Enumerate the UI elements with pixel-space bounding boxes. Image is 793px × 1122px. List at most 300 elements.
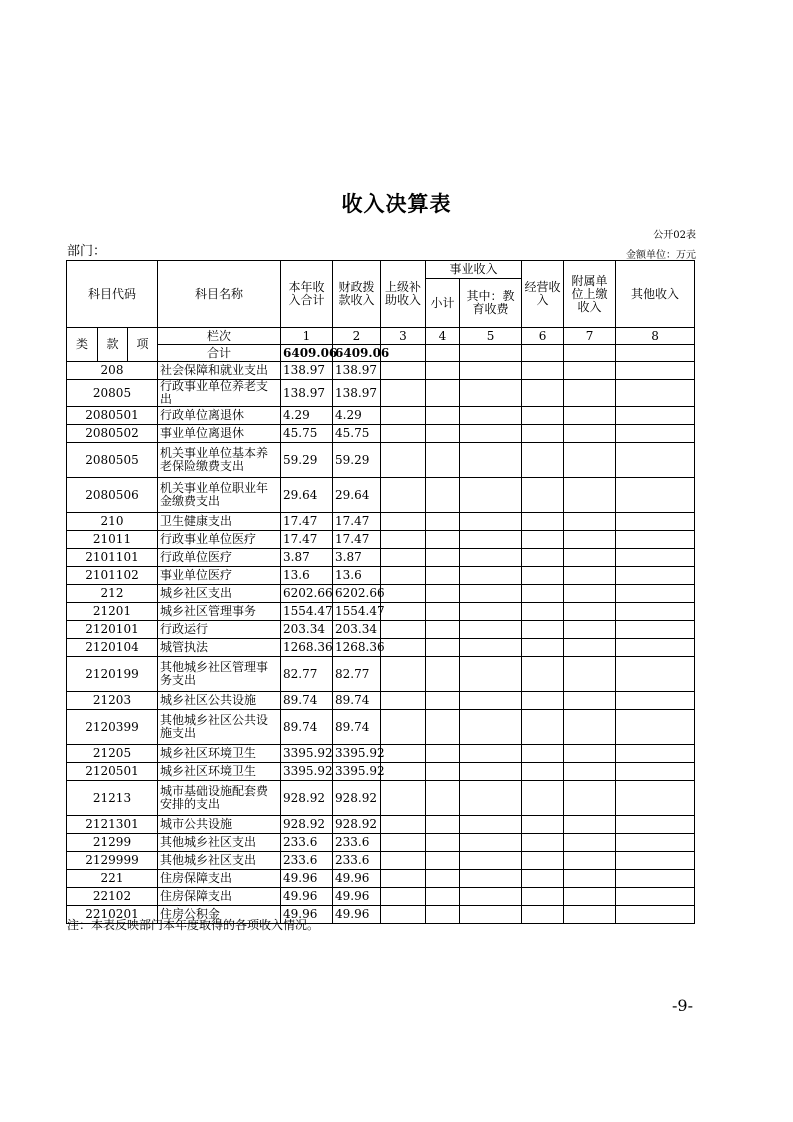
empty-cell [564, 763, 616, 781]
subject-name: 住房保障支出 [158, 888, 281, 906]
header-name: 科目名称 [158, 261, 281, 328]
subject-name: 其他城乡社区公共设施支出 [158, 710, 281, 745]
table-row [67, 621, 695, 639]
empty-cell [522, 380, 564, 407]
subject-code: 21299 [67, 834, 158, 852]
empty-cell [564, 407, 616, 425]
empty-cell [460, 585, 522, 603]
fiscal-income: 3.87 [333, 549, 381, 567]
fiscal-income: 4.29 [333, 407, 381, 425]
total-amount: 6409.06 [281, 345, 333, 362]
table-row [67, 657, 695, 692]
empty-cell [381, 763, 426, 781]
empty-cell [564, 531, 616, 549]
subject-name: 行政单位医疗 [158, 549, 281, 567]
fiscal-income: 89.74 [333, 710, 381, 745]
subject-code: 210 [67, 513, 158, 531]
empty-cell [381, 870, 426, 888]
income-total: 203.34 [281, 621, 333, 639]
empty-cell [426, 781, 460, 816]
subject-code: 2080505 [67, 443, 158, 478]
empty-cell [381, 781, 426, 816]
empty-cell [564, 380, 616, 407]
subject-code: 2129999 [67, 852, 158, 870]
income-total: 89.74 [281, 710, 333, 745]
empty-cell [564, 362, 616, 380]
fiscal-income: 89.74 [333, 692, 381, 710]
empty-cell [426, 380, 460, 407]
empty-cell [426, 763, 460, 781]
subject-code: 2080502 [67, 425, 158, 443]
empty-cell [616, 834, 695, 852]
empty-cell [564, 443, 616, 478]
empty-cell [426, 585, 460, 603]
income-total: 233.6 [281, 852, 333, 870]
table-row [67, 763, 695, 781]
subject-name: 城管执法 [158, 639, 281, 657]
empty-cell [522, 513, 564, 531]
subject-code: 2210201 [67, 906, 158, 924]
empty-cell [564, 852, 616, 870]
header-other: 其他收入 [616, 261, 695, 328]
subject-code: 2120501 [67, 763, 158, 781]
empty-cell [460, 870, 522, 888]
empty-cell [564, 621, 616, 639]
empty-cell [616, 692, 695, 710]
subject-name: 城乡社区公共设施 [158, 692, 281, 710]
header-total: 本年收入合计 [281, 261, 333, 328]
income-table [66, 260, 695, 924]
empty-cell [460, 763, 522, 781]
empty-cell [381, 852, 426, 870]
subject-name: 城市公共设施 [158, 816, 281, 834]
total-fiscal: 6409.06 [333, 345, 381, 362]
header-code: 科目代码 [67, 261, 158, 328]
empty-cell [522, 443, 564, 478]
income-total: 49.96 [281, 888, 333, 906]
subject-name: 住房保障支出 [158, 870, 281, 888]
empty-cell [460, 816, 522, 834]
fiscal-income: 17.47 [333, 513, 381, 531]
empty-cell [460, 639, 522, 657]
department-label: 部门： [67, 244, 107, 259]
empty-cell [522, 852, 564, 870]
fiscal-income: 49.96 [333, 888, 381, 906]
subject-name: 行政单位离退休 [158, 407, 281, 425]
subject-name: 城乡社区管理事务 [158, 603, 281, 621]
table-row [67, 443, 695, 478]
table-row [67, 380, 695, 407]
subject-name: 机关事业单位基本养老保险缴费支出 [158, 443, 281, 478]
table-row [67, 639, 695, 657]
amount-unit: 金额单位：万元 [626, 250, 696, 261]
income-total: 4.29 [281, 407, 333, 425]
col-number: 8 [616, 328, 695, 345]
empty-cell [564, 639, 616, 657]
empty-cell [460, 657, 522, 692]
empty-cell [460, 513, 522, 531]
income-total: 49.96 [281, 870, 333, 888]
table-row [67, 531, 695, 549]
empty-cell [564, 478, 616, 513]
empty-cell [616, 603, 695, 621]
empty-cell [564, 567, 616, 585]
empty-cell [522, 567, 564, 585]
empty-cell [522, 906, 564, 924]
income-total: 138.97 [281, 380, 333, 407]
fiscal-income: 17.47 [333, 531, 381, 549]
header-xiang: 项 [128, 328, 158, 362]
table-row [67, 710, 695, 745]
fiscal-income: 59.29 [333, 443, 381, 478]
empty-cell [564, 585, 616, 603]
empty-cell [616, 443, 695, 478]
empty-cell [426, 362, 460, 380]
empty-cell [522, 888, 564, 906]
income-total: 6202.66 [281, 585, 333, 603]
empty-cell [460, 745, 522, 763]
page-title: 收入决算表 [341, 192, 452, 216]
empty-cell [426, 852, 460, 870]
empty-cell [426, 639, 460, 657]
fiscal-income: 203.34 [333, 621, 381, 639]
empty-cell [381, 710, 426, 745]
subject-code: 20805 [67, 380, 158, 407]
income-total: 3395.92 [281, 745, 333, 763]
empty-cell [460, 692, 522, 710]
table-row [67, 362, 695, 380]
empty-cell [564, 549, 616, 567]
fiscal-income: 13.6 [333, 567, 381, 585]
subject-code: 212 [67, 585, 158, 603]
fiscal-income: 49.96 [333, 906, 381, 924]
subject-name: 其他城乡社区支出 [158, 834, 281, 852]
empty-cell [460, 710, 522, 745]
empty-cell [426, 745, 460, 763]
empty-cell [460, 567, 522, 585]
fiscal-income: 29.64 [333, 478, 381, 513]
empty-cell [564, 816, 616, 834]
table-row [67, 852, 695, 870]
empty-cell [426, 513, 460, 531]
empty-cell [522, 621, 564, 639]
subject-name: 城市基础设施配套费安排的支出 [158, 781, 281, 816]
table-row [67, 585, 695, 603]
empty-cell [564, 906, 616, 924]
empty-cell [381, 816, 426, 834]
subject-code: 221 [67, 870, 158, 888]
empty-cell [460, 852, 522, 870]
empty-cell [381, 425, 426, 443]
empty-cell [522, 816, 564, 834]
empty-cell [564, 834, 616, 852]
empty-cell [381, 585, 426, 603]
empty-cell [460, 478, 522, 513]
table-row [67, 692, 695, 710]
empty-cell [616, 621, 695, 639]
header-operating: 经营收入 [522, 261, 564, 328]
empty-cell [522, 710, 564, 745]
table-row [67, 567, 695, 585]
page-number: -9- [672, 996, 693, 1015]
empty-cell [381, 603, 426, 621]
table-row [67, 513, 695, 531]
empty-cell [522, 425, 564, 443]
header-lanci: 栏次 [158, 328, 281, 345]
fiscal-income: 82.77 [333, 657, 381, 692]
fiscal-income: 6202.66 [333, 585, 381, 603]
subject-code: 2120399 [67, 710, 158, 745]
fiscal-income: 1554.47 [333, 603, 381, 621]
empty-cell [616, 906, 695, 924]
empty-cell [426, 549, 460, 567]
empty-cell [564, 692, 616, 710]
empty-cell [616, 380, 695, 407]
empty-cell [381, 380, 426, 407]
table-row [67, 834, 695, 852]
empty-cell [426, 603, 460, 621]
empty-cell [564, 513, 616, 531]
empty-cell [381, 407, 426, 425]
empty-cell [460, 888, 522, 906]
empty-cell [616, 362, 695, 380]
empty-cell [522, 692, 564, 710]
empty-cell [426, 870, 460, 888]
subject-name: 城乡社区支出 [158, 585, 281, 603]
col-number: 5 [460, 328, 522, 345]
empty-cell [381, 567, 426, 585]
income-total: 3395.92 [281, 763, 333, 781]
empty-cell [616, 567, 695, 585]
empty-cell [616, 549, 695, 567]
income-total: 17.47 [281, 531, 333, 549]
empty-cell [426, 888, 460, 906]
subject-name: 其他城乡社区管理事务支出 [158, 657, 281, 692]
header-superior: 上级补助收入 [381, 261, 426, 328]
subject-name: 住房公积金 [158, 906, 281, 924]
empty-cell [460, 443, 522, 478]
subject-name: 其他城乡社区支出 [158, 852, 281, 870]
empty-cell [522, 639, 564, 657]
empty-cell [564, 888, 616, 906]
subject-code: 208 [67, 362, 158, 380]
fiscal-income: 1268.36 [333, 639, 381, 657]
header-subtotal: 小计 [426, 279, 460, 328]
subject-code: 21205 [67, 745, 158, 763]
empty-cell [381, 657, 426, 692]
empty-cell [460, 834, 522, 852]
income-total: 13.6 [281, 567, 333, 585]
subject-name: 卫生健康支出 [158, 513, 281, 531]
subject-code: 2121301 [67, 816, 158, 834]
empty-cell [460, 407, 522, 425]
empty-cell [616, 745, 695, 763]
empty-cell [616, 710, 695, 745]
col-number: 1 [281, 328, 333, 345]
col-number: 7 [564, 328, 616, 345]
fiscal-income: 928.92 [333, 816, 381, 834]
subject-name: 行政运行 [158, 621, 281, 639]
empty-cell [564, 425, 616, 443]
income-total: 1554.47 [281, 603, 333, 621]
subject-name: 行政事业单位养老支出 [158, 380, 281, 407]
empty-cell [616, 585, 695, 603]
empty-cell [522, 478, 564, 513]
income-total: 928.92 [281, 816, 333, 834]
empty-cell [460, 531, 522, 549]
empty-cell [460, 621, 522, 639]
income-total: 17.47 [281, 513, 333, 531]
empty-cell [426, 710, 460, 745]
empty-cell [616, 513, 695, 531]
empty-cell [522, 781, 564, 816]
subject-code: 2080506 [67, 478, 158, 513]
empty-cell [522, 407, 564, 425]
empty-cell [522, 531, 564, 549]
empty-cell [564, 781, 616, 816]
fiscal-income: 138.97 [333, 380, 381, 407]
income-total: 29.64 [281, 478, 333, 513]
empty-cell [616, 657, 695, 692]
income-total: 45.75 [281, 425, 333, 443]
table-row [67, 870, 695, 888]
empty-cell [564, 657, 616, 692]
empty-cell [381, 692, 426, 710]
subject-code: 21201 [67, 603, 158, 621]
subject-name: 事业单位离退休 [158, 425, 281, 443]
empty-cell [460, 362, 522, 380]
subject-code: 2120199 [67, 657, 158, 692]
empty-cell [426, 692, 460, 710]
empty-cell [381, 478, 426, 513]
empty-cell [426, 531, 460, 549]
empty-cell [522, 745, 564, 763]
empty-cell [381, 513, 426, 531]
empty-cell [426, 621, 460, 639]
subject-code: 22102 [67, 888, 158, 906]
empty-cell [616, 425, 695, 443]
empty-cell [381, 639, 426, 657]
empty-cell [522, 657, 564, 692]
empty-cell [460, 425, 522, 443]
income-total: 1268.36 [281, 639, 333, 657]
empty-cell [460, 549, 522, 567]
empty-cell [426, 478, 460, 513]
header-edu: 其中：教育收费 [460, 279, 522, 328]
empty-cell [426, 567, 460, 585]
empty-cell [616, 888, 695, 906]
empty-cell [522, 763, 564, 781]
subject-name: 行政事业单位医疗 [158, 531, 281, 549]
table-row [67, 549, 695, 567]
empty-cell [460, 603, 522, 621]
empty-cell [616, 852, 695, 870]
table-row [67, 425, 695, 443]
fiscal-income: 928.92 [333, 781, 381, 816]
subject-name: 社会保障和就业支出 [158, 362, 281, 380]
subject-code: 2101102 [67, 567, 158, 585]
empty-cell [381, 888, 426, 906]
subject-name: 事业单位医疗 [158, 567, 281, 585]
header-business: 事业收入 [426, 261, 522, 279]
empty-cell [564, 870, 616, 888]
empty-cell [616, 531, 695, 549]
empty-cell [381, 834, 426, 852]
empty-cell [460, 781, 522, 816]
empty-cell [381, 531, 426, 549]
empty-cell [616, 816, 695, 834]
total-label: 合计 [158, 345, 281, 362]
table-row [67, 781, 695, 816]
empty-cell [426, 425, 460, 443]
header-affiliated: 附属单位上缴收入 [564, 261, 616, 328]
empty-cell [381, 362, 426, 380]
income-total: 233.6 [281, 834, 333, 852]
empty-cell [426, 407, 460, 425]
header-kuan: 款 [98, 328, 128, 362]
income-total: 49.96 [281, 906, 333, 924]
col-number: 3 [381, 328, 426, 345]
income-total: 3.87 [281, 549, 333, 567]
empty-cell [381, 745, 426, 763]
income-total: 138.97 [281, 362, 333, 380]
empty-cell [616, 763, 695, 781]
header-fiscal: 财政拨款收入 [333, 261, 381, 328]
income-total: 82.77 [281, 657, 333, 692]
table-row [67, 888, 695, 906]
fiscal-income: 45.75 [333, 425, 381, 443]
fiscal-income: 233.6 [333, 852, 381, 870]
empty-cell [522, 585, 564, 603]
subject-code: 2101101 [67, 549, 158, 567]
subject-code: 21203 [67, 692, 158, 710]
subject-name: 城乡社区环境卫生 [158, 763, 281, 781]
table-row [67, 603, 695, 621]
table-row [67, 407, 695, 425]
empty-cell [616, 478, 695, 513]
subject-code: 2120104 [67, 639, 158, 657]
empty-cell [522, 834, 564, 852]
col-number: 6 [522, 328, 564, 345]
subject-code: 21213 [67, 781, 158, 816]
empty-cell [616, 781, 695, 816]
fiscal-income: 3395.92 [333, 763, 381, 781]
empty-cell [426, 906, 460, 924]
table-row [67, 478, 695, 513]
empty-cell [381, 621, 426, 639]
income-total: 89.74 [281, 692, 333, 710]
header-lei: 类 [67, 328, 98, 362]
col-number: 2 [333, 328, 381, 345]
col-number: 4 [426, 328, 460, 345]
empty-cell [381, 906, 426, 924]
empty-cell [522, 362, 564, 380]
empty-cell [381, 549, 426, 567]
income-total: 59.29 [281, 443, 333, 478]
empty-cell [522, 549, 564, 567]
fiscal-income: 3395.92 [333, 745, 381, 763]
empty-cell [381, 443, 426, 478]
subject-code: 2120101 [67, 621, 158, 639]
subject-name: 城乡社区环境卫生 [158, 745, 281, 763]
subject-code: 2080501 [67, 407, 158, 425]
subject-name: 机关事业单位职业年金缴费支出 [158, 478, 281, 513]
empty-cell [616, 639, 695, 657]
subject-code: 21011 [67, 531, 158, 549]
empty-cell [426, 657, 460, 692]
fiscal-income: 233.6 [333, 834, 381, 852]
table-row [67, 745, 695, 763]
